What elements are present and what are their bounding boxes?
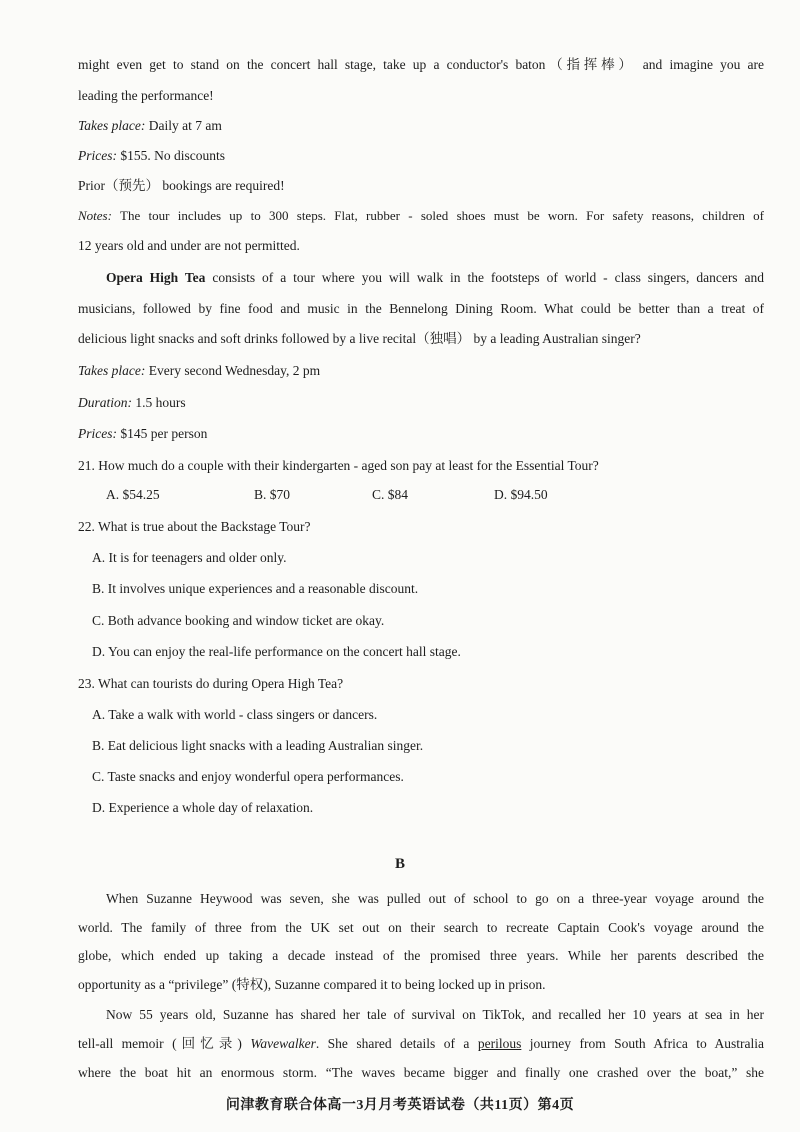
prices-row <box>78 425 764 443</box>
notes-row <box>78 207 764 225</box>
notes-label: Notes: <box>78 208 112 223</box>
answer-option[interactable]: A. It is for teenagers and older only. <box>92 550 287 565</box>
answer-option[interactable]: C. Taste snacks and enjoy wonderful opera performances. <box>92 769 404 784</box>
opera-high-tea-line: musicians, followed by fine food and music in the Bennelong Dining Room. What could be better than a treat of <box>78 301 764 316</box>
prior-booking-note: Prior（预先） bookings are required! <box>78 178 285 193</box>
section-b-line: When Suzanne Heywood was seven, she was pulled out of school to go on a three-year voyage around the <box>106 891 764 906</box>
opera-high-tea-line: delicious light snacks and soft drinks followed by a live recital（独唱） by a leading Australian singer? <box>78 331 641 346</box>
answer-option[interactable]: C. $84 <box>372 487 409 502</box>
opera-high-tea-title: Opera High Tea <box>106 270 206 285</box>
question-stem: 21. How much do a couple with their kindergarten - aged son pay at least for the Essential Tour? <box>78 458 599 473</box>
question-stem: 22. What is true about the Backstage Tour? <box>78 519 311 534</box>
prices-label: Prices: <box>78 148 117 163</box>
prices-value: $155. No discounts <box>116 148 225 163</box>
takes-place-label: Takes place: <box>78 363 146 378</box>
takes-place-row <box>78 117 764 135</box>
answer-option[interactable]: D. $94.50 <box>494 487 548 502</box>
passage-a-line: might even get to stand on the concert hall stage, take up a conductor's baton（指挥棒） and imagine you are <box>78 57 764 72</box>
section-b-line: where the boat hit an enormous storm. “The waves became bigger and finally one crashed over the boat,” she <box>78 1065 764 1080</box>
section-b-line <box>78 1035 764 1053</box>
answer-option[interactable]: A. Take a walk with world - class singers or dancers. <box>92 707 378 722</box>
memoir-title: Wavewalker <box>250 1036 316 1051</box>
answer-option[interactable]: D. Experience a whole day of relaxation. <box>92 800 314 815</box>
notes-value: The tour includes up to 300 steps. Flat, rubber - soled shoes must be worn. For safety reasons, children of <box>111 208 764 223</box>
section-b-line: world. The family of three from the UK set out on their search to recreate Captain Cook's voyage around the <box>78 920 764 935</box>
takes-place-value: Daily at 7 am <box>145 118 222 133</box>
answer-option[interactable]: A. $54.25 <box>106 487 160 502</box>
prices-row <box>78 147 764 165</box>
opera-high-tea-text: consists of a tour where you will walk in the footsteps of world - class singers, dancers and <box>205 270 764 285</box>
duration-label: Duration: <box>78 395 132 410</box>
underlined-word: perilous <box>477 1036 522 1051</box>
notes-row: 12 years old and under are not permitted. <box>78 238 300 253</box>
memoir-text: tell-all memoir (回忆录) <box>78 1036 251 1051</box>
answer-option[interactable]: B. $70 <box>254 487 291 502</box>
prices-value: $145 per person <box>116 426 208 441</box>
section-b-line: opportunity as a “privilege” (特权), Suzanne compared it to being locked up in prison. <box>78 977 546 992</box>
duration-row <box>78 394 764 412</box>
section-b-line: Now 55 years old, Suzanne has shared her tale of survival on TikTok, and recalled her 10 years at sea in her <box>106 1007 764 1022</box>
section-title: B <box>394 856 405 872</box>
takes-place-row <box>78 362 764 380</box>
question-stem: 23. What can tourists do during Opera High Tea? <box>78 676 344 691</box>
takes-place-label: Takes place: <box>78 118 146 133</box>
section-b-line: globe, which ended up taking a decade instead of the promised three years. While her parents described the <box>78 948 764 963</box>
prices-label: Prices: <box>78 426 117 441</box>
answer-option[interactable]: B. Eat delicious light snacks with a leading Australian singer. <box>92 738 424 753</box>
page-footer: 问津教育联合体高一3月月考英语试卷（共11页）第4页 <box>225 1098 575 1113</box>
takes-place-value: Every second Wednesday, 2 pm <box>145 363 321 378</box>
answer-option[interactable]: B. It involves unique experiences and a reasonable discount. <box>92 581 419 596</box>
memoir-text: . She shared details of a <box>315 1036 478 1051</box>
answer-option[interactable]: D. You can enjoy the real-life performance on the concert hall stage. <box>92 644 461 659</box>
passage-a-line: leading the performance! <box>78 88 214 103</box>
opera-high-tea-line <box>106 269 764 287</box>
duration-value: 1.5 hours <box>132 395 186 410</box>
answer-choices <box>106 487 606 505</box>
memoir-text: journey from South Africa to Australia <box>521 1036 764 1051</box>
answer-option[interactable]: C. Both advance booking and window ticket are okay. <box>92 613 385 628</box>
